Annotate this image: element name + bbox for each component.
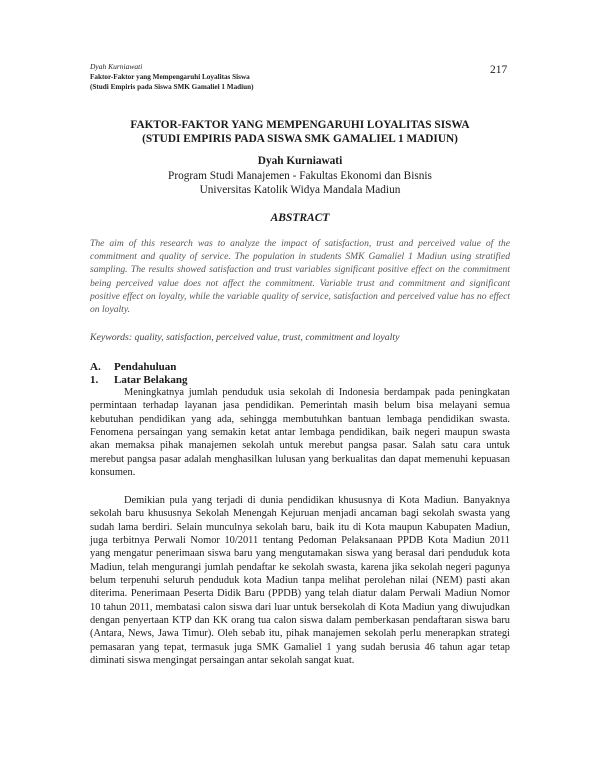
abstract-heading: ABSTRACT (270, 212, 330, 224)
body-paragraph-2: Demikian pula yang terjadi di dunia pendidikan khususnya di Kota Madiun. Banyaknya sekolah baru khususnya Sekolah Menengah Kejuruan menjadi ancaman bagi sekolah swasta yang sudah lama berdiri. Selain munculnya sekolah baru, baik itu di Kota maupun Kabupaten Madiun, juga terbitnya Perwali Nomor 10/2011 tentang Pedoman Pelaksanaan PPDB Kota Madiun 2011 yang mengatur penerimaan siswa baru yang mengutamakan siswa yang berasal dari penduduk kota Madiun, telah mengurangi jumlah pendaftar ke sekolah swasta, karena jika sekolah negeri pagunya belum terpenuhi seluruh penduduk kota Madiun tanpa melihat perolehan nilai (NEM) pasti akan diterima. Penerimaan Peserta Didik Baru (PPDB) yang telah diatur dalam Perwali Madiun Nomor 10 tahun 2011, membatasi calon siswa dari luar untuk bersekolah di Kota Madiun yang diwujudkan dengan penyertaan KTP dan KK orang tua calon siswa dalam pemberkasan pendaftaran siswa baru (Antara, News, Jawa Timur). Oleh sebab itu, pihak manajemen sekolah perlu menerapkan strategi pemasaran yang tepat, termasuk juga SMK Gamaliel 1 yang sudah berusia 46 tahun agar tetap diminati siswa mengingat persaingan antar sekolah sangat kuat. (90, 495, 510, 667)
author-affiliation-2: Universitas Katolik Widya Mandala Madiun (199, 184, 401, 197)
running-head-subtitle: (Studi Empiris pada Siswa SMK Gamaliel 1 Madiun) (90, 83, 254, 91)
running-head-author: Dyah Kurniawati (90, 62, 143, 71)
paper-title (90, 118, 510, 146)
keywords-label: Keywords (90, 332, 129, 343)
title-line-2: (STUDI EMPIRIS PADA SISWA SMK GAMALIEL 1 MADIUN) (142, 133, 458, 145)
author-name: Dyah Kurniawati (257, 155, 343, 167)
section-heading (90, 360, 176, 374)
body-paragraph-1: Meningkatnya jumlah penduduk usia sekolah di Indonesia berdampak pada peningkatan permintaan terhadap layanan jasa pendidikan. Pemerintah masih belum bisa melayani semua kebutuhan pendidikan yang ada, sehingga membutuhkan bantuan lembaga pendidikan swasta. Fenomena persaingan yang semakin ketat antar lembaga pendidikan, baik negeri maupun swasta akan memaksa pihak manajemen sekolah untuk merebut pangsa pasar. Salah satu cara untuk merebut pangsa pasar adalah menghasilkan lulusan yang berkualitas dan dapat memenuhi kepuasan konsumen. (90, 387, 510, 479)
subsection-heading (90, 373, 187, 387)
title-line-1: FAKTOR-FAKTOR YANG MEMPENGARUHI LOYALITAS SISWA (130, 119, 470, 131)
keywords-text: : quality, satisfaction, perceived value, trust, commitment and loyalty (128, 332, 400, 343)
section-number: A. (90, 361, 101, 373)
running-head-title: Faktor-Faktor yang Mempengaruhi Loyalitas Siswa (90, 73, 250, 81)
page-number: 217 (490, 64, 508, 76)
subsection-title: Latar Belakang (114, 374, 188, 386)
running-head (90, 62, 254, 92)
subsection-number: 1. (90, 374, 99, 386)
keywords (90, 331, 510, 344)
abstract-text: The aim of this research was to analyze the impact of satisfaction, trust and perceived value of the commitment and quality of service. The population in students SMK Gamaliel 1 Madiun using stratified sampling. The results showed satisfaction and trust variables significant positive effect on the commitment being perceived value does not affect the commitment. Variable trust and commitment and significant positive effect on loyalty, while the variable quality of service, satisfaction and perceived value has no effect on loyalty. (90, 238, 510, 316)
author-affiliation-1: Program Studi Manajemen - Fakultas Ekonomi dan Bisnis (168, 169, 432, 182)
author-block (90, 154, 510, 198)
section-title: Pendahuluan (114, 361, 177, 373)
